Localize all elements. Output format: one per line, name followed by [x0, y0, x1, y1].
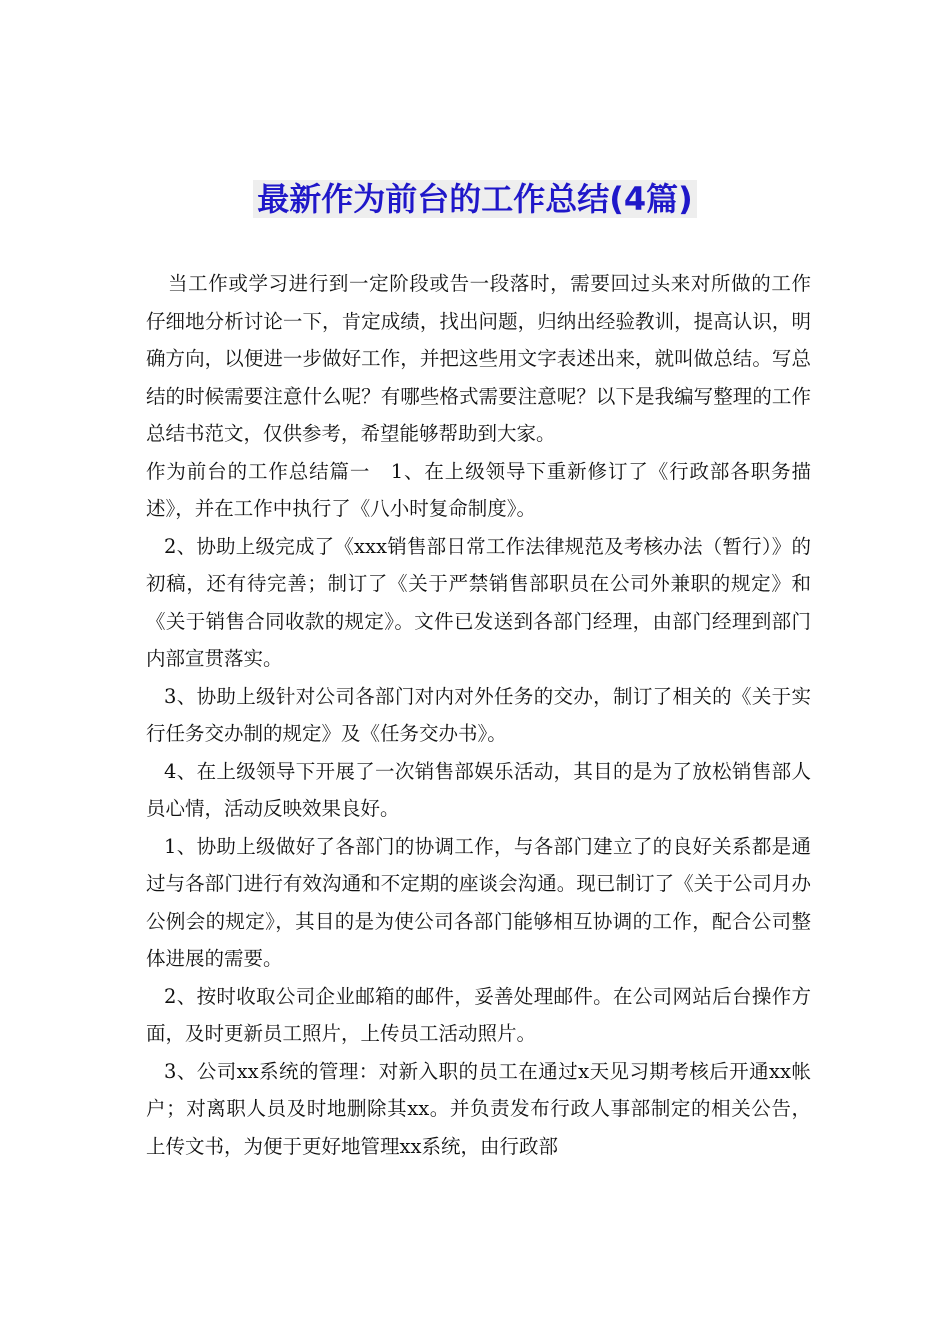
title-text: 最新作为前台的工作总结(4篇) — [253, 180, 697, 218]
intro-paragraph: 当工作或学习进行到一定阶段或告一段落时，需要回过头来对所做的工作仔细地分析讨论一下，肯定成绩，找出问题，归纳出经验教训，提高认识，明确方向，以便进一步做好工作，并把这些用文字表述出来，就叫做总结。写总结的时候需要注意什么呢？有哪些格式需要注意呢？以下是我编写整理的工作总结书范文，仅供参考，希望能够帮助到大家。 — [146, 272, 811, 445]
body-paragraph: 2、按时收取公司企业邮箱的邮件，妥善处理邮件。在公司网站后台操作方面，及时更新员工照片，上传员工活动照片。 — [146, 984, 811, 1045]
body-paragraph: 2、协助上级完成了《xxx销售部日常工作法律规范及考核办法（暂行）》的初稿，还有待完善；制订了《关于严禁销售部职员在公司外兼职的规定》和《关于销售合同收款的规定》。文件已发送到各部门经理，由部门经理到部门内部宣贯落实。 — [146, 534, 811, 670]
body-paragraph: 3、协助上级针对公司各部门对内对外任务的交办，制订了相关的《关于实行任务交办制的规定》及《任务交办书》。 — [146, 684, 811, 745]
document-body — [146, 265, 811, 1165]
body-paragraph: 1、协助上级做好了各部门的协调工作，与各部门建立了的良好关系都是通过与各部门进行有效沟通和不定期的座谈会沟通。现已制订了《关于公司月办公例会的规定》，其目的是为使公司各部门能够相互协调的工作，配合公司整体进展的需要。 — [146, 834, 811, 970]
section-heading-paragraph: 作为前台的工作总结篇一 1、在上级领导下重新修订了《行政部各职务描述》，并在工作中执行了《八小时复命制度》。 — [146, 459, 811, 520]
body-paragraph: 3、公司xx系统的管理：对新入职的员工在通过x天见习期考核后开通xx帐户；对离职人员及时地删除其xx。并负责发布行政人事部制定的相关公告，上传文书，为便于更好地管理xx系统，由行政部 — [146, 1059, 811, 1158]
body-paragraph: 4、在上级领导下开展了一次销售部娱乐活动，其目的是为了放松销售部人员心情，活动反映效果良好。 — [146, 759, 811, 820]
document-title — [0, 178, 950, 220]
